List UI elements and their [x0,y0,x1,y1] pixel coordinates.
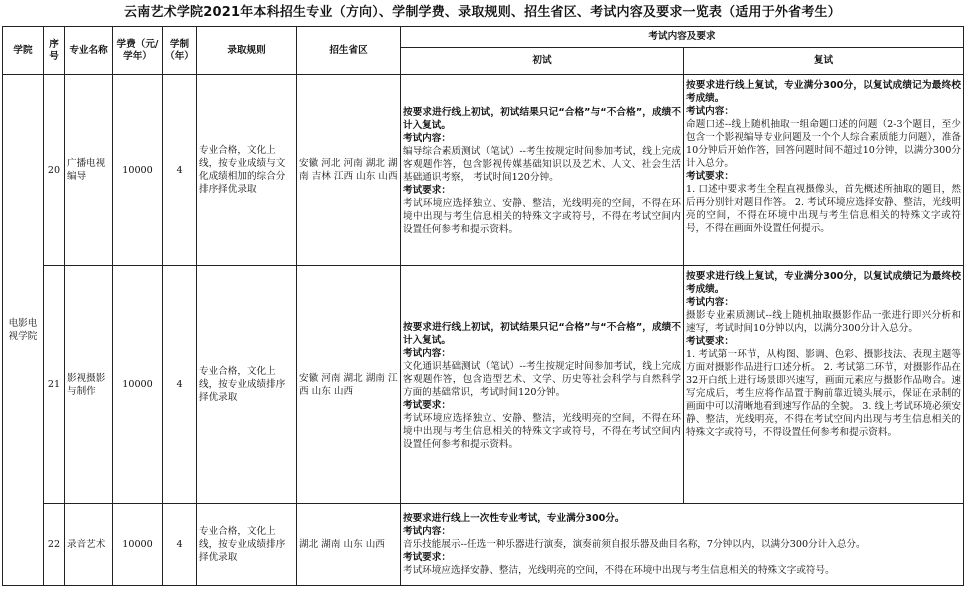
provinces-cell: 安徽 河南 湖北 湖南 江西 山东 山西 [297,266,401,504]
seq-cell: 20 [44,75,65,266]
header-college: 学院 [3,27,44,75]
major-cell: 广播电视编导 [65,75,113,266]
combined-exam-cell [401,504,964,586]
retest-content-label: 考试内容： [686,297,734,308]
college-name: 电影电视学院 [8,318,38,342]
duration-cell: 4 [163,75,197,266]
table-row [3,266,964,504]
retest-req-label: 考试要求： [686,171,734,182]
table-row [3,504,964,586]
prelim-content-label: 考试内容： [403,347,451,359]
retest-req: 1. 考试第一环节，从构图、影调、色彩、摄影技法、表现主题等方面对摄影作品进行口述分析。 2. 考试第二环节，对摄影作品在32开白纸上进行场景即兴速写，画面元素应与摄影作品吻合。速写完成后，考生应将作品置于胸前靠近镜头展示，保证在录制的画面中可以清晰地看到速写作品的全貌。 3. 线上考试环境必须安静、整洁，光线明亮，不得在考试空间内出现与考生信息相关的特殊文字或符号，不得设置任何参考和提示资料。 [686,349,961,438]
prelim-req: 考试环境应选择独立、安静、整洁，光线明亮的空间，不得在环境中出现与考生信息相关的特殊文字或符号，不得在考试空间内设置任何参考和提示资料。 [403,412,681,450]
header-seq: 序号 [44,27,65,75]
rule-cell: 专业合格，文化上线，按专业成绩排序择优录取 [197,504,297,586]
retest-content-label: 考试内容： [686,106,734,117]
header-exam: 考试内容及要求 [401,27,964,48]
fee-cell: 10000 [113,504,163,586]
prelim-req-label: 考试要求： [403,399,451,411]
provinces-cell: 湖北 湖南 山东 山西 [297,504,401,586]
combined-req-label: 考试要求： [403,551,451,563]
prelim-heading: 按要求进行线上初试，初试结果只记“合格”与“不合格”，成绩不计入复试。 [403,321,681,346]
major-cell: 录音艺术 [65,504,113,586]
prelim-cell [401,266,684,504]
combined-req: 考试环境应选择安静、整洁，光线明亮的空间，不得在环境中出现与考生信息相关的特殊文字或符号。 [403,564,835,576]
retest-content: 命题口述--线上随机抽取一组命题口述的问题（2-3个题目，至少包含一个影视编导专业问题及一个个人综合素质能力问题），准备10分钟后开始作答，回答问题时间不超过10分钟，以满分300分计入总分。 [686,119,961,169]
header-fee: 学费（元/学年） [113,27,163,75]
provinces-cell: 安徽 河北 河南 湖北 湖南 吉林 江西 山东 山西 [297,75,401,266]
combined-heading: 按要求进行线上一次性专业考试，专业满分300分。 [403,512,625,524]
prelim-req-label: 考试要求： [403,185,451,196]
duration-cell: 4 [163,504,197,586]
prelim-req: 考试环境应选择独立、安静、整洁，光线明亮的空间，不得在环境中出现与考生信息相关的特殊文字或符号，不得在考试空间内设置任何参考和提示资料。 [403,198,681,235]
combined-content: 音乐技能展示--任选一种乐器进行演奏，演奏前须自报乐器及曲目名称，7分钟以内，以满分300分计入总分。 [403,538,866,550]
retest-req-label: 考试要求： [686,336,734,347]
retest-req: 1. 口述中要求考生全程直视摄像头，首先概述所抽取的题目，然后再分别针对题目作答。 2. 考试环境应选择安静、整洁，光线明亮的空间，不得在环境中出现与考生信息相关的特殊文字或符号，不得在画面外设置任何提示。 [686,184,961,234]
college-cell [3,75,44,586]
prelim-content: 编导综合素质测试（笔试）--考生按规定时间参加考试，线上完成客观题作答，包含影视传媒基础知识以及艺术、人文、社会生活基础通识考察， 考试时间120分钟。 [403,146,681,183]
seq-cell: 21 [44,266,65,504]
duration-cell: 4 [163,266,197,504]
table-row [3,75,964,266]
header-rule: 录取规则 [197,27,297,75]
page-title: 云南艺术学院2021年本科招生专业（方向）、学制学费、录取规则、招生省区、考试内容及要求一览表（适用于外省考生） [124,5,841,20]
admissions-table [2,26,964,586]
prelim-content: 文化通识基础测试（笔试）--考生按规定时间参加考试，线上完成客观题作答，包含造型艺术、文学、历史等社会科学与自然科学方面的基础常识，考试时间120分钟。 [403,360,681,398]
fee-cell: 10000 [113,75,163,266]
retest-heading: 按要求进行线上复试，专业满分300分，以复试成绩记为最终校考成绩。 [686,80,961,104]
header-duration: 学制（年） [163,27,197,75]
prelim-content-label: 考试内容： [403,133,451,144]
header-retest: 复试 [684,48,964,75]
header-prelim: 初试 [401,48,684,75]
retest-content: 摄影专业素质测试--线上随机抽取摄影作品一张进行即兴分析和速写，考试时间10分钟以内，以满分300分计入总分。 [686,310,961,334]
retest-cell [684,75,964,266]
retest-heading: 按要求进行线上复试，专业满分300分，以复试成绩记为最终校考成绩。 [686,271,961,295]
prelim-heading: 按要求进行线上初试，初试结果只记“合格”与“不合格”，成绩不计入复试。 [403,107,681,131]
header-provinces: 招生省区 [297,27,401,75]
prelim-cell [401,75,684,266]
combined-content-label: 考试内容： [403,525,451,537]
major-cell: 影视摄影与制作 [65,266,113,504]
fee-cell: 10000 [113,266,163,504]
rule-cell: 专业合格，文化上线，按专业成绩与文化成绩相加的综合分排序择优录取 [197,75,297,266]
retest-cell [684,266,964,504]
header-major: 专业名称 [65,27,113,75]
seq-cell: 22 [44,504,65,586]
rule-cell: 专业合格，文化上线，按专业成绩排序择优录取 [197,266,297,504]
